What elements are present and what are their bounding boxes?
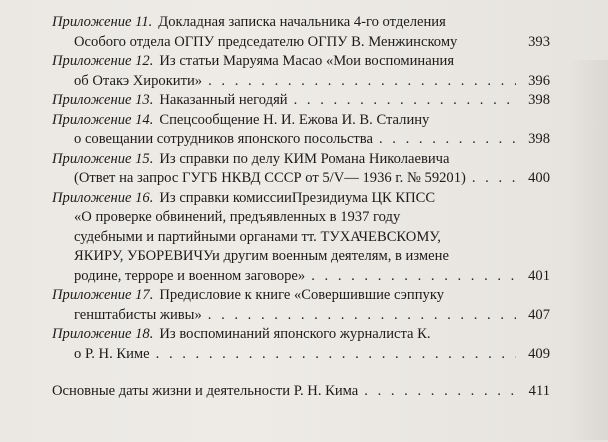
toc-entry-11[interactable]: [52, 13, 550, 52]
page-number: 407: [528, 306, 550, 323]
entry-title: об Отакэ Хирокити»: [74, 72, 203, 89]
dot-leader: [208, 306, 516, 326]
entry-title: о совещании сотрудников японского посольства: [74, 131, 373, 147]
entry-title: (Ответ на запрос ГУГБ НКВД СССР от 5/V— 1936 г. № 59201): [74, 170, 466, 186]
appendix-label: Приложение 16.: [52, 189, 154, 206]
entry-title: Основные даты жизни и деятельности Р. Н. Кима: [52, 383, 359, 399]
toc-entry-16[interactable]: [52, 189, 550, 287]
dot-leader: [379, 130, 516, 150]
section-gap: [52, 364, 550, 382]
entry-title: Особого отдела ОГПУ председателю ОГПУ В. Менжинскому: [74, 33, 458, 50]
toc-entry-13[interactable]: [52, 91, 550, 111]
page-edge-shadow: [568, 60, 608, 440]
dot-leader: [208, 72, 516, 92]
appendix-label: Приложение 15.: [52, 150, 154, 167]
page-number: 396: [528, 72, 550, 89]
entry-title: Из статьи Маруяма Масао «Мои воспоминания: [159, 53, 455, 69]
toc-entry-17[interactable]: [52, 286, 550, 325]
dot-leader: [294, 91, 516, 111]
dot-leader: [364, 382, 516, 402]
toc-entry-14[interactable]: [52, 111, 550, 150]
appendix-label: Приложение 11.: [52, 14, 153, 30]
entry-title: ЯКИРУ, УБОРЕВИЧУи другим военным деятелям, в измене: [74, 248, 449, 264]
toc-entry-15[interactable]: [52, 150, 550, 189]
page-number: 398: [528, 131, 550, 147]
page-number: 398: [528, 92, 550, 108]
page-number: 411: [528, 383, 550, 399]
dot-leader: [311, 267, 516, 287]
entry-title: о Р. Н. Киме: [74, 345, 150, 362]
entry-title: Спецсообщение Н. И. Ежова И. В. Сталину: [159, 111, 430, 128]
page-number: 401: [528, 267, 550, 284]
entry-title: Из воспоминаний японского журналиста К.: [159, 326, 431, 342]
entry-title: родине, терроре и военном заговоре»: [74, 267, 306, 284]
toc-entry-chronology[interactable]: [52, 382, 550, 402]
appendix-label: Приложение 14.: [52, 111, 154, 128]
entry-title: Предисловие к книге «Совершившие сэппуку: [159, 287, 445, 303]
entry-title: Из справки комиссииПрезидиума ЦК КПСС: [159, 189, 436, 206]
appendix-label: Приложение 13.: [52, 92, 154, 108]
entry-title: Наказанный негодяй: [159, 92, 288, 108]
appendix-label: Приложение 12.: [52, 53, 154, 69]
entry-title: судебными и партийными органами тт. ТУХАЧЕВСКОМУ,: [74, 228, 441, 245]
page-number: 393: [528, 33, 550, 50]
entry-title: Из справки по делу КИМ Романа Николаевича: [159, 150, 450, 167]
dot-leader: [156, 345, 516, 365]
toc-entry-12[interactable]: [52, 52, 550, 91]
page-number: 400: [528, 170, 550, 186]
table-of-contents: [52, 13, 550, 402]
entry-title: «О проверке обвинений, предъявленных в 1937 году: [74, 209, 401, 225]
dot-leader: [472, 169, 516, 189]
appendix-label: Приложение 17.: [52, 287, 154, 303]
appendix-label: Приложение 18.: [52, 326, 154, 342]
entry-title: генштабисты живы»: [74, 306, 202, 323]
toc-entry-18[interactable]: [52, 325, 550, 364]
entry-title: Докладная записка начальника 4-го отделения: [158, 14, 446, 30]
page-number: 409: [528, 345, 550, 362]
